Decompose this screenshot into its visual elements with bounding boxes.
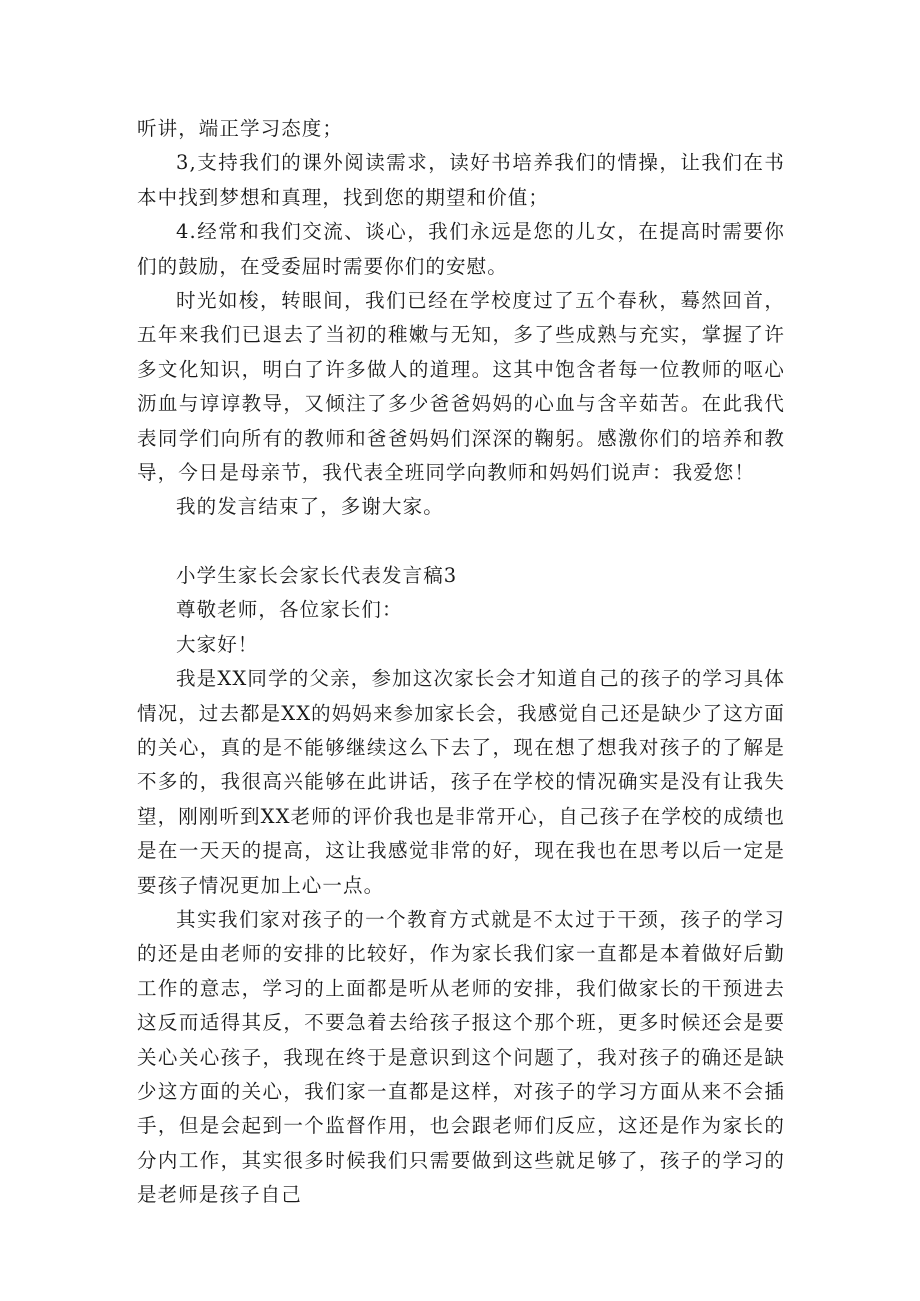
paragraph-speech-1: 我是XX同学的父亲，参加这次家长会才知道自己的孩子的学习具体情况，过去都是XX的妈妈来参加家长会，我感觉自己还是缺少了这方面的关心，真的是不能够继续这么下去了，现在想了想我对孩子的了解是不多的，我很高兴能够在此讲话，孩子在学校的情况确实是没有让我失望，刚刚听到XX老师的评价我也是非常开心，自己孩子在学校的成绩也是在一天天的提高，这让我感觉非常的好，现在我也在思考以后一定是要孩子情况更加上心一点。 bbox=[137, 667, 785, 897]
paragraph-closing: 我的发言结束了，多谢大家。 bbox=[176, 495, 444, 519]
section-gap bbox=[137, 525, 785, 559]
paragraph-reflection: 时光如梭，转眼间，我们已经在学校度过了五个春秋，蓦然回首，五年来我们已退去了当初的稚嫩与无知，多了些成熟与充实，掌握了许多文化知识，明白了许多做人的道理。这其中饱含者每一位教师的呕心沥血与谆谆教导，又倾注了多少爸爸妈妈的心血与含辛茹苦。在此我代表同学们向所有的教师和爸爸妈妈们深深的鞠躬。感激你们的培养和教导，今日是母亲节，我代表全班同学向教师和妈妈们说声：我爱您！ bbox=[137, 289, 785, 485]
greeting: 大家好！ bbox=[176, 632, 259, 656]
document-body bbox=[137, 112, 785, 1213]
paragraph-item-4: 4.经常和我们交流、谈心，我们永远是您的儿女，在提高时需要你们的鼓励，在受委屈时需要你们的安慰。 bbox=[137, 220, 785, 278]
salutation: 尊敬老师，各位家长们： bbox=[176, 598, 403, 622]
paragraph-speech-2: 其实我们家对孩子的一个教育方式就是不太过于干颈，孩子的学习的还是由老师的安排的比较好，作为家长我们家一直都是本着做好后勤工作的意志，学习的上面都是听从老师的安排，我们做家长的干预进去这反而适得其反，不要急着去给孩子报这个那个班，更多时候还会是要关心关心孩子，我现在终于是意识到这个问题了，我对孩子的确还是缺少这方面的关心，我们家一直都是这样，对孩子的学习方面从来不会插手，但是会起到一个监督作用，也会跟老师们反应，这还是作为家长的分内工作，其实很多时候我们只需要做到这些就足够了，孩子的学习的是老师是孩子自己 bbox=[137, 907, 785, 1207]
paragraph-item-3: 3,支持我们的课外阅读需求，读好书培养我们的情操，让我们在书本中找到梦想和真理，找到您的期望和价值； bbox=[137, 151, 785, 209]
section-title: 小学生家长会家长代表发言稿3 bbox=[176, 563, 458, 587]
paragraph-continued: 听讲，端正学习态度； bbox=[137, 117, 344, 140]
